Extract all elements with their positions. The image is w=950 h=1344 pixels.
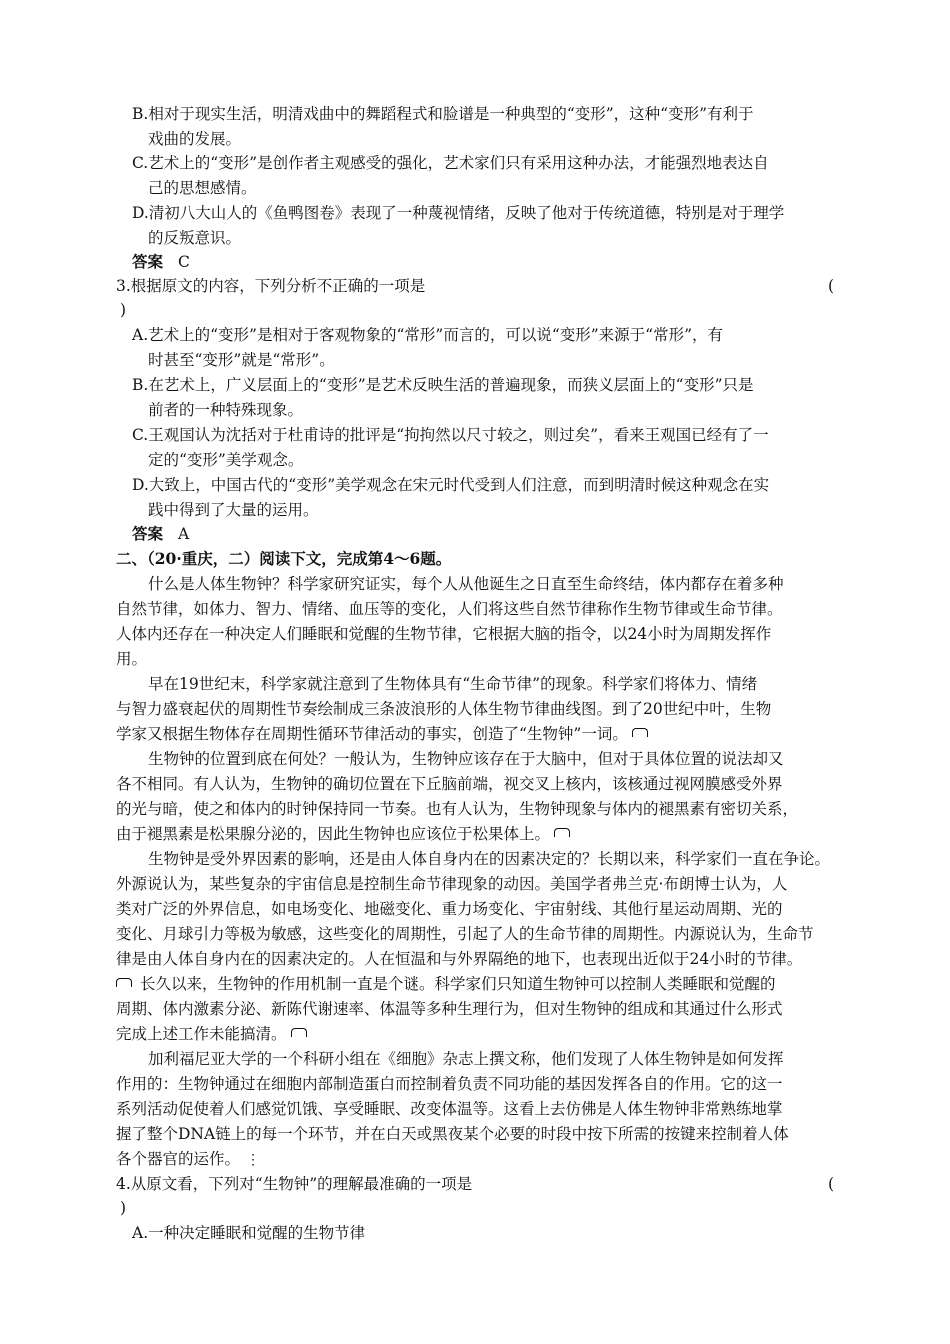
passage-p6-line1: 加利福尼亚大学的一个科研小组在《细胞》杂志上撰文称，他们发现了人体生物钟是如何发挥: [148, 1050, 784, 1068]
q3-option-b-line1: B.在艺术上，广义层面上的“变形”是艺术反映生活的普遍现象，而狭义层面上的“变形”只是: [132, 376, 754, 394]
passage-p1-line4: 用。: [116, 650, 148, 668]
q3-answer: [132, 523, 189, 545]
passage-p4-line5: 律是由人体自身内在的因素决定的。人在恒温和与外界隔绝的地下，也表现出近似于24小时的节律。: [116, 950, 803, 968]
answer-value: C: [177, 253, 190, 271]
q3-option-a-line1: A.艺术上的“变形”是相对于客观物象的“常形”而言的，可以说“变形”来源于“常形”，有: [132, 326, 724, 344]
passage-p3-line4: [116, 823, 570, 845]
passage-p4-line1: 生物钟是受外界因素的影响，还是由人体自身内在的因素决定的？长期以来，科学家们一直在争论。: [148, 850, 831, 868]
q2-option-c-line2: 己的思想感情。: [148, 179, 257, 197]
passage-p6-line5: [116, 1148, 260, 1171]
q4-paren-open: (: [828, 1175, 835, 1193]
answer-label: 答案: [132, 252, 164, 271]
paragraph-mark-icon: [116, 978, 132, 987]
passage-p5-line1-text: 长久以来，生物钟的作用机制一直是个谜。科学家们只知道生物钟可以控制人类睡眠和觉醒的: [140, 975, 776, 993]
passage-p1-line3: 人体内还存在一种决定人们睡眠和觉醒的生物节律，它根据大脑的指令，以24小时为周期发挥作: [116, 625, 772, 643]
q4-stem: 4.从原文看，下列对“生物钟”的理解最准确的一项是: [116, 1175, 473, 1193]
passage-p6-line4: 握了整个DNA链上的每一个环节，并在白天或黑夜某个必要的时段中按下所需的按键来控制着人体: [116, 1125, 789, 1143]
answer-value: A: [177, 525, 190, 543]
section-heading: 二、（20·重庆，二）阅读下文，完成第4～6题。: [116, 549, 452, 568]
paragraph-mark-icon: [554, 828, 570, 837]
passage-p3-line2: 各不相同。有人认为，生物钟的确切位置在下丘脑前端，视交叉上核内，该核通过视网膜感受外界: [116, 775, 783, 793]
q3-option-d-line2: 践中得到了大量的运用。: [148, 501, 319, 519]
passage-p3-line3: 的光与暗，使之和体内的时钟保持同一节奏。也有人认为，生物钟现象与体内的褪黑素有密切关系，: [116, 800, 799, 818]
passage-p2-line2: 与智力盛衰起伏的周期性节奏绘制成三条波浪形的人体生物节律曲线图。到了20世纪中叶，生物: [116, 700, 772, 718]
q3-option-b-line2: 前者的一种特殊现象。: [148, 401, 304, 419]
passage-p1-line2: 自然节律，如体力、智力、情绪、血压等的变化，人们将这些自然节律称作生物节律或生命节律。: [116, 600, 783, 618]
answer-label: 答案: [132, 524, 164, 543]
passage-p5-line3-text: 完成上述工作未能搞清。: [116, 1025, 287, 1043]
q3-option-c-line1: C.王观国认为沈括对于杜甫诗的批评是“拘拘然以尺寸较之，则过矣”，看来王观国已经有了一: [132, 426, 769, 444]
q4-option-a: A.一种决定睡眠和觉醒的生物节律: [132, 1224, 366, 1242]
q2-option-b-line1: B.相对于现实生活，明清戏曲中的舞蹈程式和脸谱是一种典型的“变形”，这种“变形”有利于: [132, 105, 754, 123]
paragraph-mark-icon: [632, 728, 648, 737]
q3-stem: 3.根据原文的内容，下列分析不正确的一项是: [116, 277, 426, 295]
passage-p5-line2: 周期、体内激素分泌、新陈代谢速率、体温等多种生理行为，但对生物钟的组成和其通过什么形式: [116, 1000, 783, 1018]
passage-p5-line3: [116, 1023, 307, 1045]
passage-p5-line1: [116, 973, 776, 995]
passage-p2-line3-text: 学家又根据生物体存在周期性循环节律活动的事实，创造了“生物钟”一词。: [116, 725, 628, 743]
passage-p6-line3: 系列活动促使着人们感觉饥饿、享受睡眠、改变体温等。这看上去仿佛是人体生物钟非常熟练地掌: [116, 1100, 783, 1118]
passage-p6-line2: 作用的：生物钟通过在细胞内部制造蛋白而控制着负责不同功能的基因发挥各自的作用。它的这一: [116, 1075, 783, 1093]
q2-option-b-line2: 戏曲的发展。: [148, 130, 242, 148]
q3-option-c-line2: 定的“变形”美学观念。: [148, 451, 304, 469]
passage-p1-line1: 什么是人体生物钟？科学家研究证实，每个人从他诞生之日直至生命终结，体内都存在着多种: [148, 575, 784, 593]
q3-option-d-line1: D.大致上，中国古代的“变形”美学观念在宋元时代受到人们注意，而到明清时候这种观念在实: [132, 476, 770, 494]
q2-option-d-line1: D.清初八大山人的《鱼鸭图卷》表现了一种蔑视情绪，反映了他对于传统道德，特别是对于理学: [132, 204, 785, 222]
q3-option-a-line2: 时甚至“变形”就是“常形”。: [148, 351, 335, 369]
passage-p2-line3: [116, 723, 648, 745]
paragraph-mark-icon: [291, 1028, 307, 1037]
passage-p4-line3: 类对广泛的外界信息，如电场变化、地磁变化、重力场变化、宇宙射线、其他行星运动周期、光的: [116, 900, 783, 918]
passage-p6-line5-text: 各个器官的运作。: [116, 1150, 241, 1168]
q2-answer: [132, 251, 190, 273]
passage-p4-line4: 变化、月球引力等极为敏感，这些变化的周期性，引起了人的生命节律的周期性。内源说认为，生命节: [116, 925, 814, 943]
q4-paren-close: ): [120, 1199, 127, 1217]
q2-option-d-line2: 的反叛意识。: [148, 229, 242, 247]
passage-p4-line2: 外源说认为，某些复杂的宇宙信息是控制生命节律现象的动因。美国学者弗兰克·布朗博士认为，人: [116, 875, 788, 893]
q3-paren-close: ): [120, 301, 127, 319]
q3-paren-open: (: [828, 277, 835, 295]
passage-p3-line1: 生物钟的位置到底在何处？一般认为，生物钟应该存在于大脑中，但对于具体位置的说法却又: [148, 750, 784, 768]
q2-option-c-line1: C.艺术上的“变形”是创作者主观感受的强化，艺术家们只有采用这种办法，才能强烈地表达自: [132, 154, 769, 172]
passage-p3-line4-text: 由于褪黑素是松果腺分泌的，因此生物钟也应该位于松果体上。: [116, 825, 551, 843]
ellipsis-mark: ⋮: [246, 1152, 261, 1168]
passage-p2-line1: 早在19世纪末，科学家就注意到了生物体具有“生命节律”的现象。科学家们将体力、情绪: [148, 675, 758, 693]
